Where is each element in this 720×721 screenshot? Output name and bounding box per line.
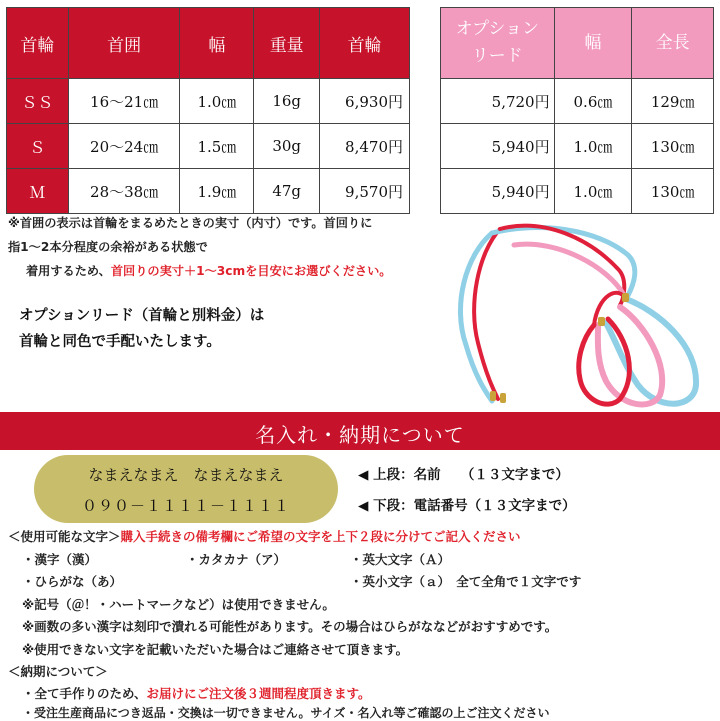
price-cell: 8,470円 [320, 124, 410, 169]
name-plate-line2: ０９０－１１１１－１１１１ [81, 497, 290, 515]
header-width: 幅 [180, 8, 254, 79]
header-neck: 首囲 [68, 8, 180, 79]
table-row [441, 169, 714, 214]
usable-chars-heading [8, 527, 521, 545]
option-lead-note-line1: オプションリード（首輪と別料金）は [19, 308, 265, 324]
name-plate-line1: なまえなまえ なまえなまえ [88, 466, 284, 484]
header-lead-length: 全長 [632, 8, 714, 79]
lead-width-cell: 1.0㎝ [554, 124, 632, 169]
section-banner [0, 412, 720, 450]
lead-length-cell: 130㎝ [632, 169, 714, 214]
header-price: 首輪 [320, 8, 410, 79]
option-lead-table [440, 7, 714, 214]
option-lead-note-line2: 首輪と同色で手配いたします。 [19, 334, 221, 350]
lead-price-cell: 5,940円 [441, 169, 555, 214]
rule-symbols: ※記号（＠！・ハートマークなど）は使用できません。 [22, 597, 335, 612]
header-option-lead [441, 8, 555, 79]
table-row [441, 124, 714, 169]
delivery-heading: ＜納期について＞ [8, 664, 108, 679]
size-label: Ｓ [7, 124, 69, 169]
name-plate-sample [34, 455, 338, 523]
usable-chars-title: ＜使用可能な文字＞ [8, 529, 121, 544]
delivery-line1 [22, 684, 371, 702]
width-cell: 1.9㎝ [180, 169, 254, 214]
header-weight: 重量 [254, 8, 320, 79]
char-katakana: ・カタカナ（ア） [186, 552, 287, 567]
char-kanji: ・漢字（漢） [22, 552, 98, 567]
collar-table-header [7, 8, 410, 79]
table-row [7, 79, 410, 124]
size-note-line3 [26, 262, 391, 279]
price-cell: 6,930円 [320, 79, 410, 124]
collar-size-table [6, 7, 410, 214]
delivery-prefix: ・全て手作りのため、 [22, 686, 147, 701]
lead-table-header [441, 8, 714, 79]
leash-photo [448, 215, 710, 411]
lead-price-cell: 5,720円 [441, 79, 555, 124]
lead-width-cell: 1.0㎝ [554, 169, 632, 214]
size-note-line1: ※首囲の表示は首輪をまるめたときの実寸（内寸）です。首回りに [8, 216, 373, 230]
neck-cell: 28～38㎝ [68, 169, 180, 214]
neck-cell: 20～24㎝ [68, 124, 180, 169]
lower-line-pointer: ◀ 下段：電話番号（１３文字まで） [358, 498, 576, 514]
weight-cell: 16g [254, 79, 320, 124]
rule-unusable-chars: ※使用できない文字を記載いただいた場合はご連絡させて頂きます。 [22, 642, 409, 657]
size-label: ＳＳ [7, 79, 69, 124]
header-lead-width: 幅 [554, 8, 632, 79]
upper-line-pointer: ◀ 上段：名前 （１３文字まで） [358, 467, 569, 483]
width-cell: 1.0㎝ [180, 79, 254, 124]
header-collar: 首輪 [7, 8, 69, 79]
delivery-period: お届けにご注文後３週間程度頂きます。 [146, 686, 371, 701]
lead-length-cell: 130㎝ [632, 124, 714, 169]
neck-cell: 16～21㎝ [68, 79, 180, 124]
lead-price-cell: 5,940円 [441, 124, 555, 169]
char-upper-english: ・英大文字（Ａ） [350, 552, 451, 567]
lead-width-cell: 0.6㎝ [554, 79, 632, 124]
char-hiragana: ・ひらがな（あ） [22, 574, 123, 589]
char-lower-english: ・英小文字（ａ） 全て全角で１文字です [350, 574, 582, 589]
size-note-highlight: 首回りの実寸＋1～3cmを目安にお選びください。 [110, 264, 392, 278]
price-cell: 9,570円 [320, 169, 410, 214]
table-row [7, 124, 410, 169]
delivery-line2: ・受注生産商品につき返品・交換は一切できません。サイズ・名入れ等ご確認の上ご注文ください [22, 706, 550, 720]
banner-title: 名入れ・納期について [255, 423, 465, 447]
option-lead-heading: オプション リード [455, 19, 540, 66]
size-note-line2: 指1～2本分程度の余裕がある状態で [8, 240, 208, 254]
lead-length-cell: 129㎝ [632, 79, 714, 124]
size-label: Ｍ [7, 169, 69, 214]
rule-complex-kanji: ※画数の多い漢字は刻印で潰れる可能性があります。その場合はひらがななどがおすすめです。 [22, 619, 558, 634]
weight-cell: 47g [254, 169, 320, 214]
table-row [7, 169, 410, 214]
width-cell: 1.5㎝ [180, 124, 254, 169]
size-note-prefix: 着用するため、 [26, 264, 111, 278]
weight-cell: 30g [254, 124, 320, 169]
usable-chars-instruction: 購入手続きの備考欄にご希望の文字を上下２段に分けてご記入ください [120, 529, 521, 544]
table-row [441, 79, 714, 124]
